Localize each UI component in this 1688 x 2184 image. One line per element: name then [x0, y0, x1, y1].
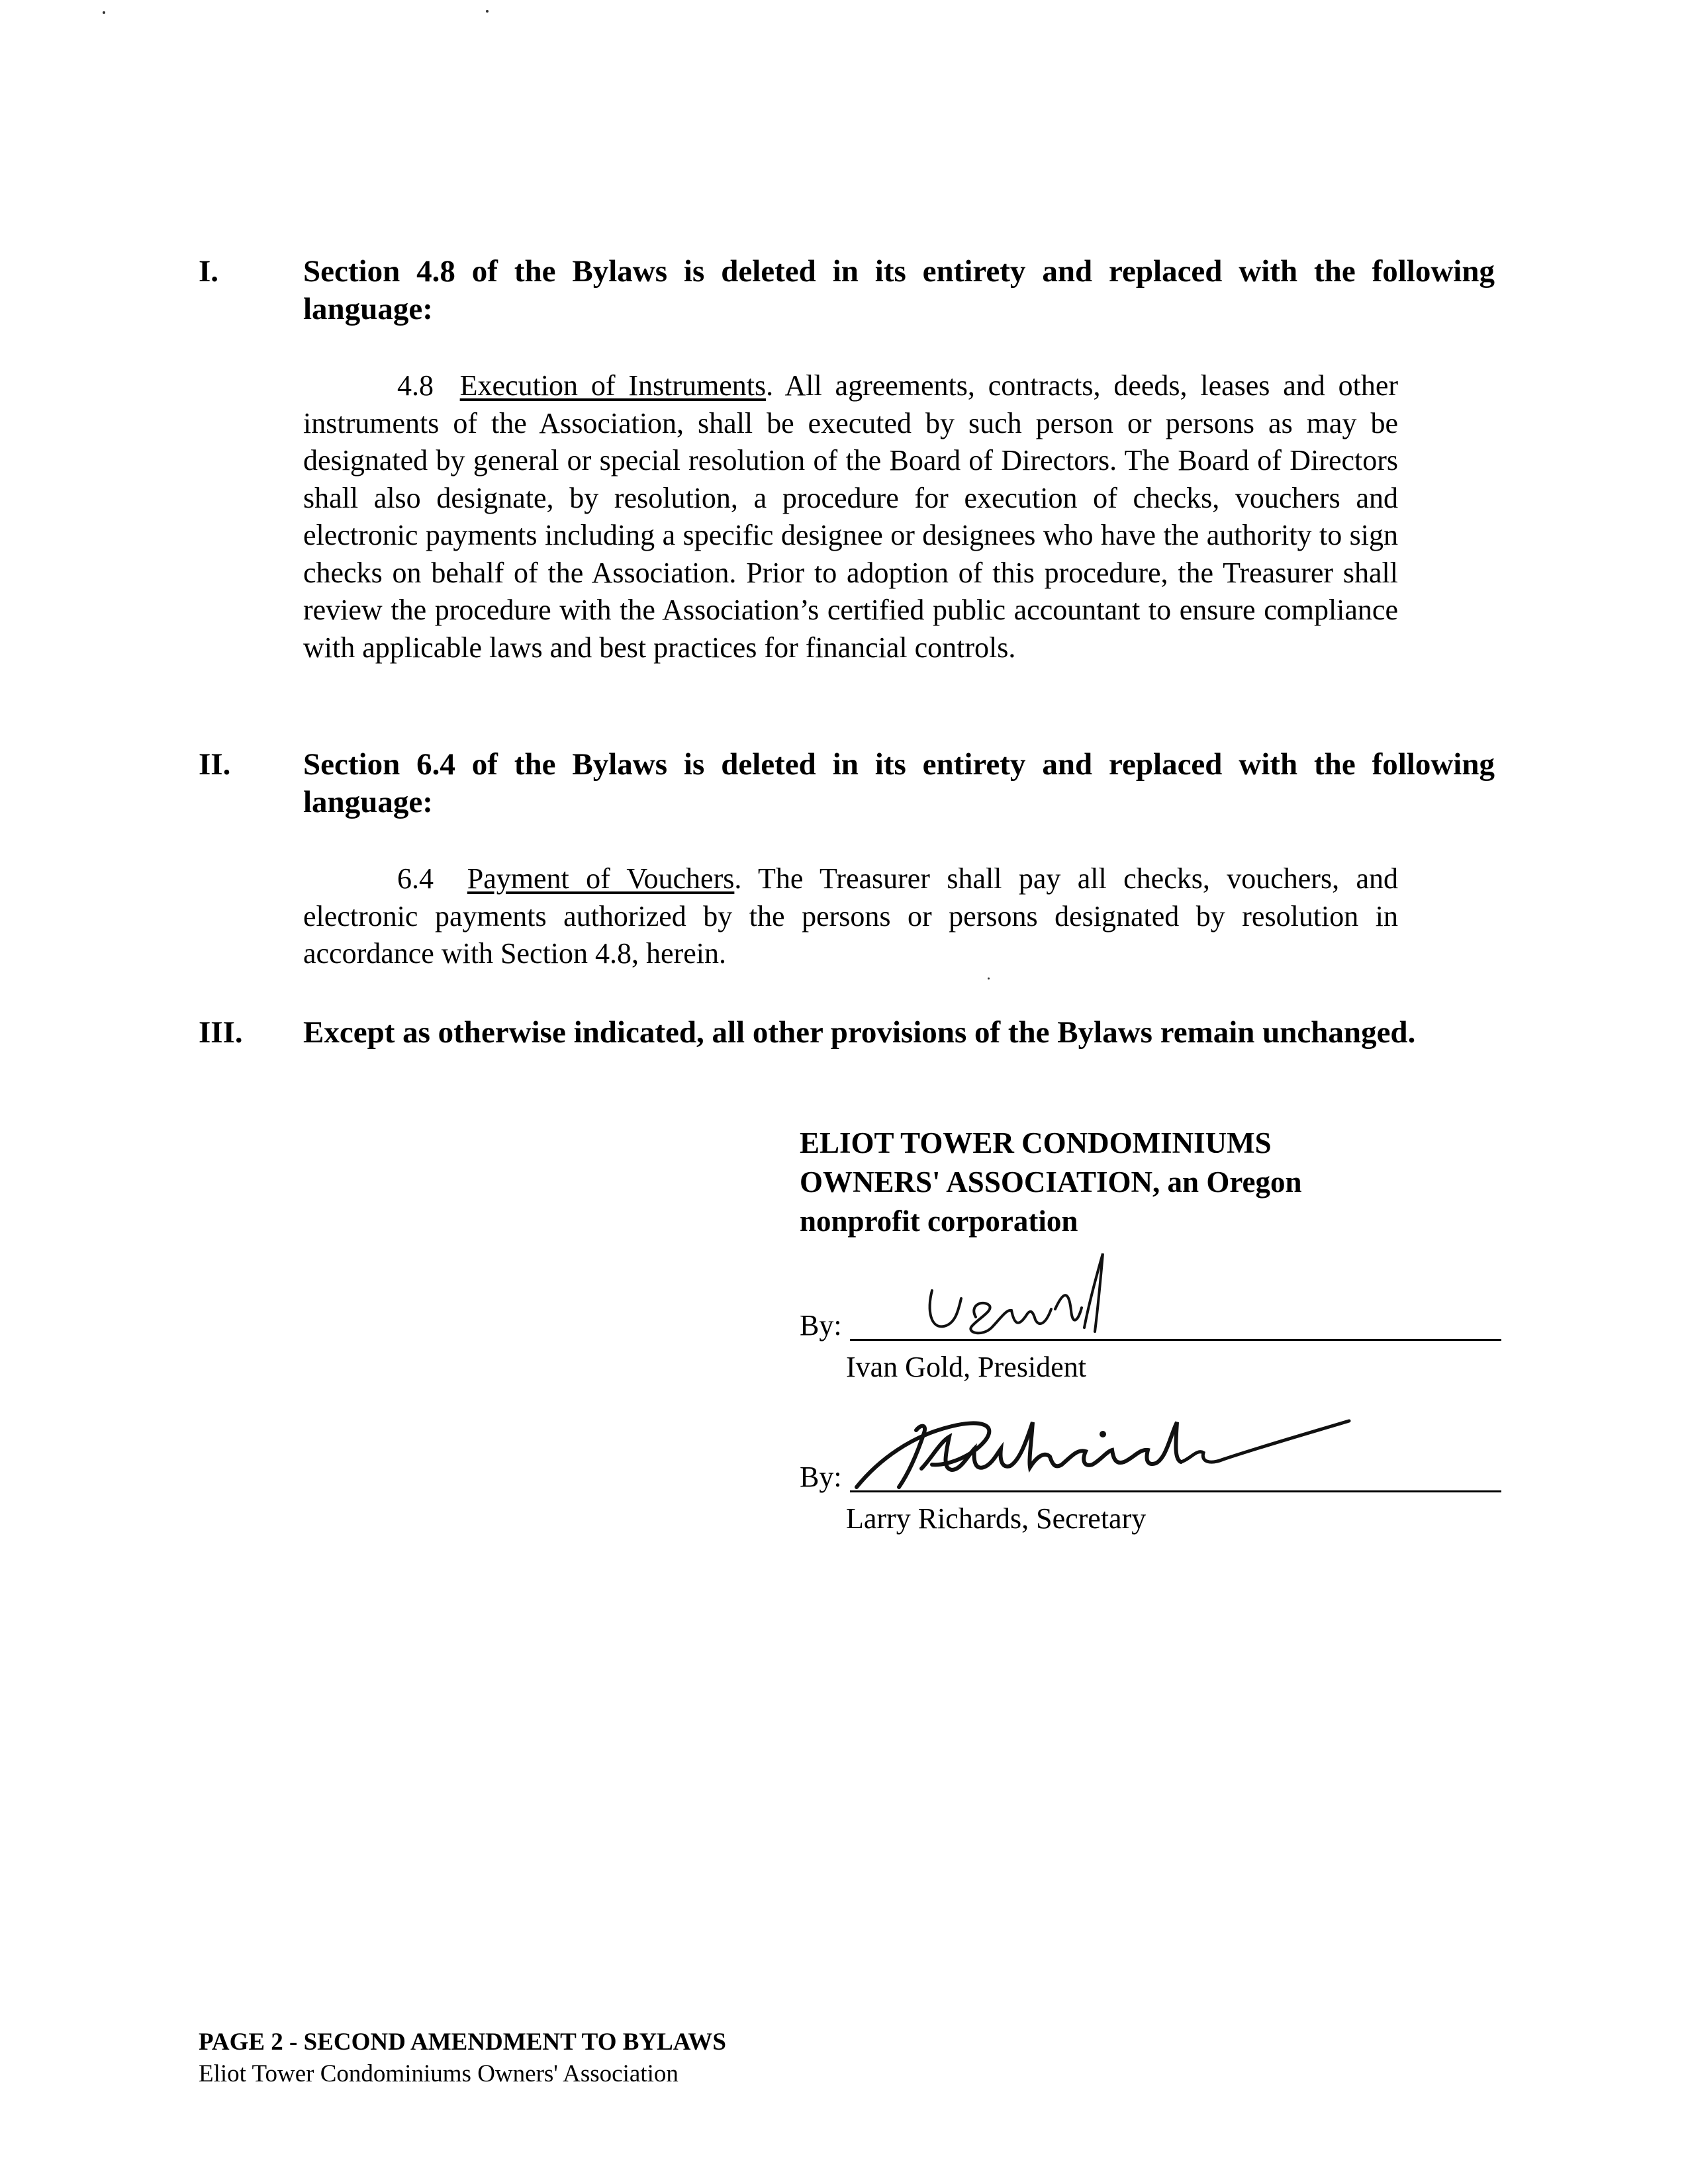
section-heading: Section 4.8 of the Bylaws is deleted in its entirety and replaced with the following language: — [303, 254, 1495, 326]
by-label: By: — [800, 1461, 842, 1493]
clause-number: 4.8 — [397, 369, 434, 402]
section-4-8-body — [303, 367, 1398, 666]
signer-name: Ivan Gold, President — [846, 1351, 1086, 1383]
section-heading: Section 6.4 of the Bylaws is deleted in its entirety and replaced with the following language: — [303, 747, 1495, 819]
scan-speck — [486, 10, 489, 13]
clause-text: . The Treasurer shall pay all checks, vouchers, and electronic payments authorized by the persons or persons designated by resolution in accordance with Section 4.8, herein. — [303, 862, 1399, 970]
clause-text: . All agreements, contracts, deeds, leases and other instruments of the Association, shall be executed by such person or persons as may be designated by general or special resolution of the Board of Directors. The Board of Directors shall also designate, by resolution, a procedure for execution of checks, vouchers and electronic payments including a specific designee or designees who have the authority to sign checks on behalf of the Association. Prior to adoption of this procedure, the Treasurer shall review the procedure with the Association’s certified public accountant to ensure compliance with applicable laws and best practices for financial controls. — [303, 369, 1399, 664]
footer-page-title: PAGE 2 - SECOND AMENDMENT TO BYLAWS — [199, 2028, 726, 2056]
signature-row-president — [800, 1250, 1501, 1383]
clause-title: Execution of Instruments — [459, 369, 767, 402]
clause-title: Payment of Vouchers — [467, 862, 735, 895]
clause-number: 6.4 — [397, 862, 434, 895]
scan-speck — [103, 11, 105, 14]
secretary-signature-image — [853, 1396, 1356, 1495]
by-label: By: — [800, 1309, 842, 1342]
section-6-4-body — [303, 860, 1398, 973]
scan-speck — [988, 978, 990, 979]
association-line: ELIOT TOWER CONDOMINIUMS — [800, 1126, 1272, 1160]
section-numeral: I. — [199, 254, 219, 289]
section-numeral: II. — [199, 747, 231, 782]
association-line: OWNERS' ASSOCIATION, an Oregon — [800, 1165, 1302, 1199]
association-line: nonprofit corporation — [800, 1205, 1078, 1238]
signature-row-secretary — [800, 1401, 1501, 1535]
page-footer — [199, 2026, 726, 2090]
footer-association: Eliot Tower Condominiums Owners' Association — [199, 2060, 679, 2087]
president-signature-image — [853, 1244, 1131, 1343]
signer-name: Larry Richards, Secretary — [846, 1502, 1147, 1535]
association-name-block — [800, 1124, 1462, 1241]
section-heading: Except as otherwise indicated, all other provisions of the Bylaws remain unchanged. — [303, 1015, 1416, 1050]
section-numeral: III. — [199, 1015, 243, 1050]
